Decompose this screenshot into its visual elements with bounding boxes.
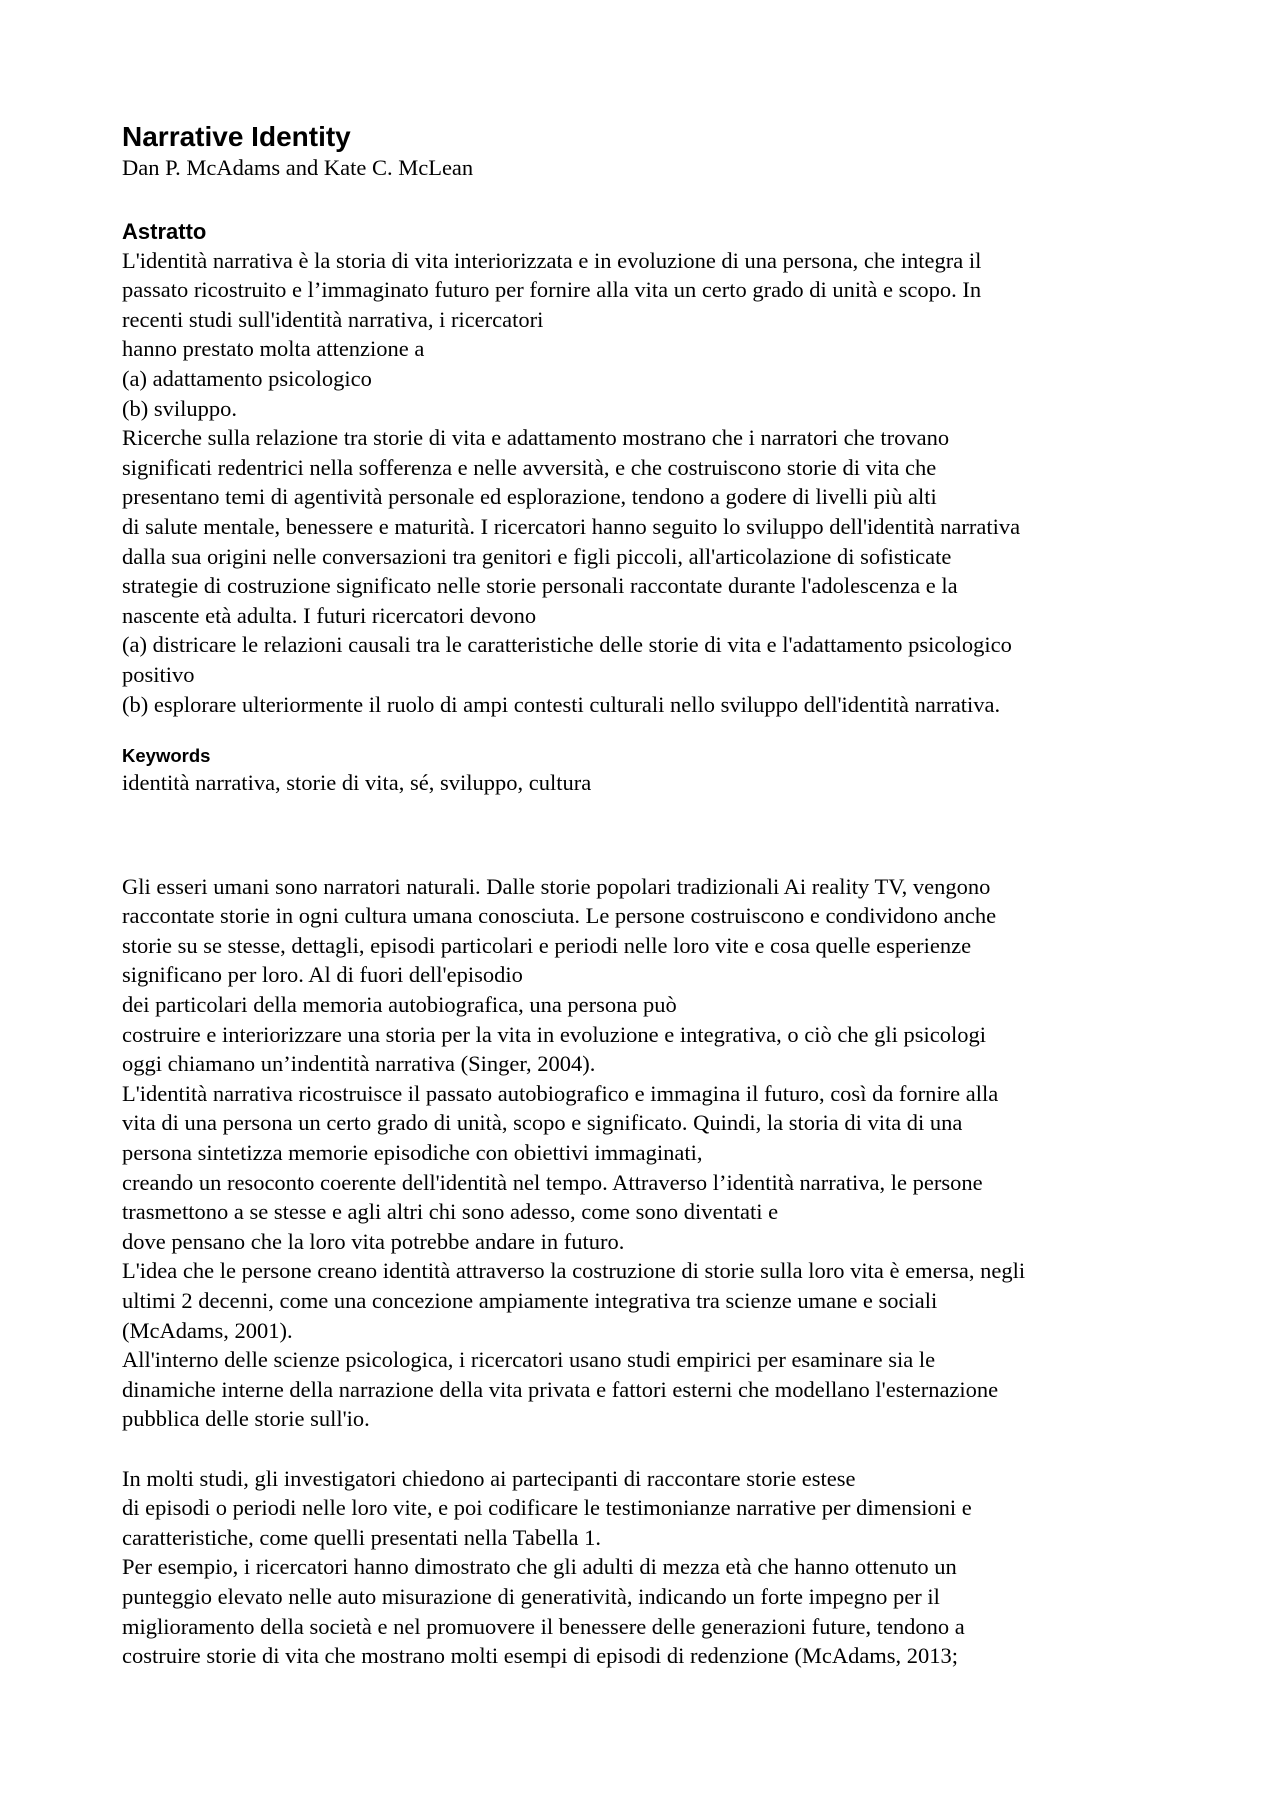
- abstract-heading: Astratto: [122, 218, 207, 244]
- body-line: creando un resoconto coerente dell'identità nel tempo. Attraverso l’identità narrativa, le persone: [122, 1169, 983, 1195]
- body-line: dei particolari della memoria autobiografica, una persona può: [122, 992, 677, 1018]
- abstract-line: presentano temi di agentività personale ed esplorazione, tendono a godere di livelli più alti: [122, 484, 937, 510]
- abstract-line: recenti studi sull'identità narrativa, i ricercatori: [122, 306, 544, 332]
- authors-line: Dan P. McAdams and Kate C. McLean: [122, 155, 474, 180]
- body-line: costruire storie di vita che mostrano molti esempi di episodi di redenzione (McAdams, 2013;: [122, 1643, 959, 1669]
- abstract-line: (a) districare le relazioni causali tra le caratteristiche delle storie di vita e l'adattamento psicologico: [122, 632, 1012, 658]
- keywords-heading: Keywords: [122, 745, 211, 767]
- abstract-line: di salute mentale, benessere e maturità. I ricercatori hanno seguito lo sviluppo dell'identità narrativa: [122, 513, 1021, 539]
- abstract-line: (b) esplorare ulteriormente il ruolo di ampi contesti culturali nello sviluppo dell'identità narrativa.: [122, 691, 1001, 717]
- abstract-text: [122, 246, 1167, 720]
- abstract-line: dalla sua origini nelle conversazioni tra genitori e figli piccoli, all'articolazione di sofisticate: [122, 543, 952, 569]
- body-line: miglioramento della società e nel promuovere il benessere delle generazioni future, tendono a: [122, 1613, 965, 1639]
- body-line: ultimi 2 decenni, come una concezione ampiamente integrativa tra scienze umane e sociali: [122, 1288, 938, 1313]
- body-line: persona sintetizza memorie episodiche con obiettivi immaginati,: [122, 1140, 703, 1166]
- abstract-line: strategie di costruzione significato nelle storie personali raccontate durante l'adolescenza e la: [122, 573, 958, 599]
- body-paragraph-2: [122, 1464, 1167, 1671]
- body-line: significano per loro. Al di fuori dell'episodio: [122, 962, 523, 988]
- body-line: oggi chiamano un’indentità narrativa (Singer, 2004).: [122, 1051, 596, 1077]
- body-line: (McAdams, 2001).: [122, 1317, 293, 1343]
- body-paragraph-1: [122, 872, 1167, 1434]
- body-line: raccontate storie in ogni cultura umana conosciuta. Le persone costruiscono e condividono anche: [122, 903, 997, 929]
- page-title: Narrative Identity: [122, 121, 351, 152]
- body-line: costruire e interiorizzare una storia per la vita in evoluzione e integrativa, o ciò che gli psicologi: [122, 1021, 987, 1047]
- body-line: Gli esseri umani sono narratori naturali. Dalle storie popolari tradizionali Ai reality TV, vengono: [122, 873, 991, 899]
- abstract-line: L'identità narrativa è la storia di vita interiorizzata e in evoluzione di una persona, che integra il: [122, 247, 982, 273]
- body-line: punteggio elevato nelle auto misurazione di generatività, indicando un forte impegno per il: [122, 1583, 940, 1609]
- body-line: L'idea che le persone creano identità attraverso la costruzione di storie sulla loro vita è emersa, negli: [122, 1258, 1026, 1284]
- abstract-line: Ricerche sulla relazione tra storie di vita e adattamento mostrano che i narratori che trovano: [122, 425, 950, 451]
- spacer: [122, 719, 1167, 744]
- body-line: pubblica delle storie sull'io.: [122, 1406, 370, 1432]
- keywords-text: identità narrativa, storie di vita, sé, sviluppo, cultura: [122, 770, 592, 796]
- body-line: caratteristiche, come quelli presentati nella Tabella 1.: [122, 1524, 602, 1550]
- spacer: [122, 183, 1167, 218]
- body-line: dinamiche interne della narrazione della vita privata e fattori esterni che modellano l'esternazione: [122, 1376, 999, 1402]
- spacer: [122, 1434, 1167, 1464]
- abstract-line: nascente età adulta. I futuri ricercatori devono: [122, 602, 537, 628]
- abstract-line: passato ricostruito e l’immaginato futuro per fornire alla vita un certo grado di unità e scopo. In: [122, 277, 982, 303]
- body-line: In molti studi, gli investigatori chiedono ai partecipanti di raccontare storie estese: [122, 1465, 856, 1491]
- abstract-line: (a) adattamento psicologico: [122, 365, 372, 391]
- body-line: Per esempio, i ricercatori hanno dimostrato che gli adulti di mezza età che hanno ottenuto un: [122, 1554, 957, 1580]
- body-line: All'interno delle scienze psicologica, i ricercatori usano studi empirici per esaminare sia le: [122, 1347, 936, 1373]
- body-line: di episodi o periodi nelle loro vite, e poi codificare le testimonianze narrative per dimensioni e: [122, 1495, 972, 1521]
- abstract-line: (b) sviluppo.: [122, 395, 237, 421]
- abstract-line: positivo: [122, 661, 195, 687]
- abstract-line: significati redentrici nella sofferenza e nelle avversità, e che costruiscono storie di vita che: [122, 454, 937, 480]
- abstract-line: hanno prestato molta attenzione a: [122, 336, 425, 362]
- spacer: [122, 798, 1167, 872]
- body-line: vita di una persona un certo grado di unità, scopo e significato. Quindi, la storia di vita di una: [122, 1110, 963, 1136]
- body-line: storie su se stesse, dettagli, episodi particolari e periodi nelle loro vite e cosa quelle esperienze: [122, 932, 972, 958]
- body-line: L'identità narrativa ricostruisce il passato autobiografico e immagina il futuro, così da fornire alla: [122, 1080, 999, 1106]
- document-page: [122, 121, 1167, 1671]
- body-line: dove pensano che la loro vita potrebbe andare in futuro.: [122, 1228, 625, 1254]
- body-line: trasmettono a se stesse e agli altri chi sono adesso, come sono diventati e: [122, 1199, 779, 1225]
